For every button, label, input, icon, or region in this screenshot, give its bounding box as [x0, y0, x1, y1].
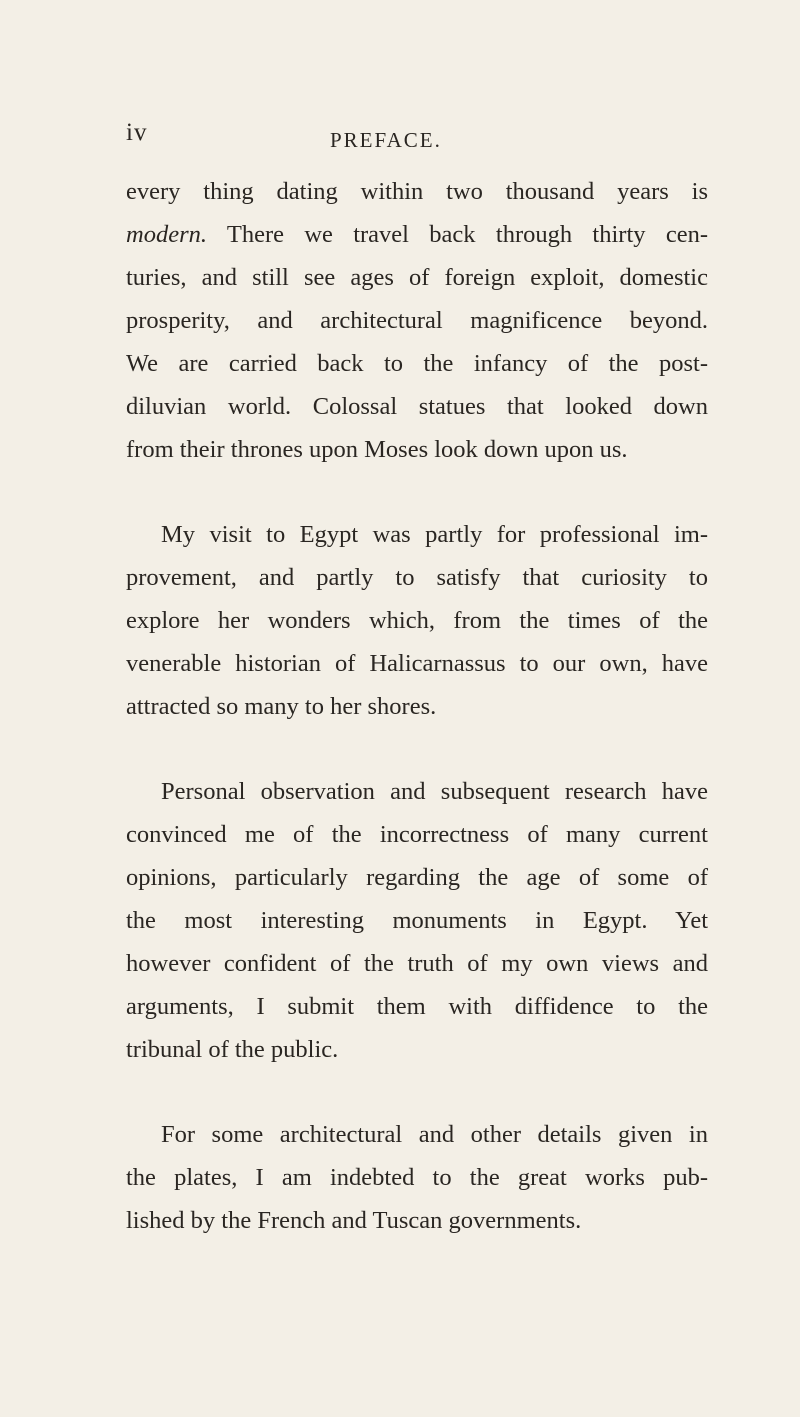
text-line: tribunal of the public.	[126, 1036, 339, 1063]
text-line: provement, and partly to satisfy that curiosity to	[126, 564, 708, 591]
text-line: diluvian world. Colossal statues that looked down	[126, 393, 708, 420]
text-line: My visit to Egypt was partly for professional im-	[161, 521, 708, 548]
text-line: turies, and still see ages of foreign exploit, domestic	[126, 264, 708, 291]
body-text	[126, 170, 708, 1284]
text-line: opinions, particularly regarding the age of some of	[126, 864, 708, 891]
text-line: We are carried back to the infancy of the post-	[126, 350, 708, 377]
text-line: every thing dating within two thousand years is	[126, 178, 708, 205]
text-line: convinced me of the incorrectness of many current	[126, 821, 708, 848]
paragraph-4	[126, 1113, 708, 1242]
text-line: venerable historian of Halicarnassus to our own, have	[126, 650, 708, 677]
paragraph-3	[126, 770, 708, 1071]
text-line: the most interesting monuments in Egypt. Yet	[126, 907, 708, 934]
paragraph-1	[126, 170, 708, 471]
text-line: For some architectural and other details given in	[161, 1121, 708, 1148]
page-number: iv	[126, 119, 148, 146]
text-line: attracted so many to her shores.	[126, 693, 437, 720]
text-line: prosperity, and architectural magnificence beyond.	[126, 307, 708, 334]
text-line: the plates, I am indebted to the great works pub-	[126, 1164, 708, 1191]
emphasis-text: modern.	[126, 221, 207, 248]
text-line: lished by the French and Tuscan governments.	[126, 1207, 582, 1234]
text-line: Personal observation and subsequent research have	[161, 778, 708, 805]
running-head: PREFACE.	[330, 128, 442, 152]
text-line: explore her wonders which, from the times of the	[126, 607, 708, 634]
text-line: however confident of the truth of my own views and	[126, 950, 708, 977]
paragraph-2	[126, 513, 708, 728]
text-line: from their thrones upon Moses look down upon us.	[126, 436, 628, 463]
text-line: arguments, I submit them with diffidence to the	[126, 993, 708, 1020]
text-line: modern. There we travel back through thirty cen-	[126, 221, 708, 248]
